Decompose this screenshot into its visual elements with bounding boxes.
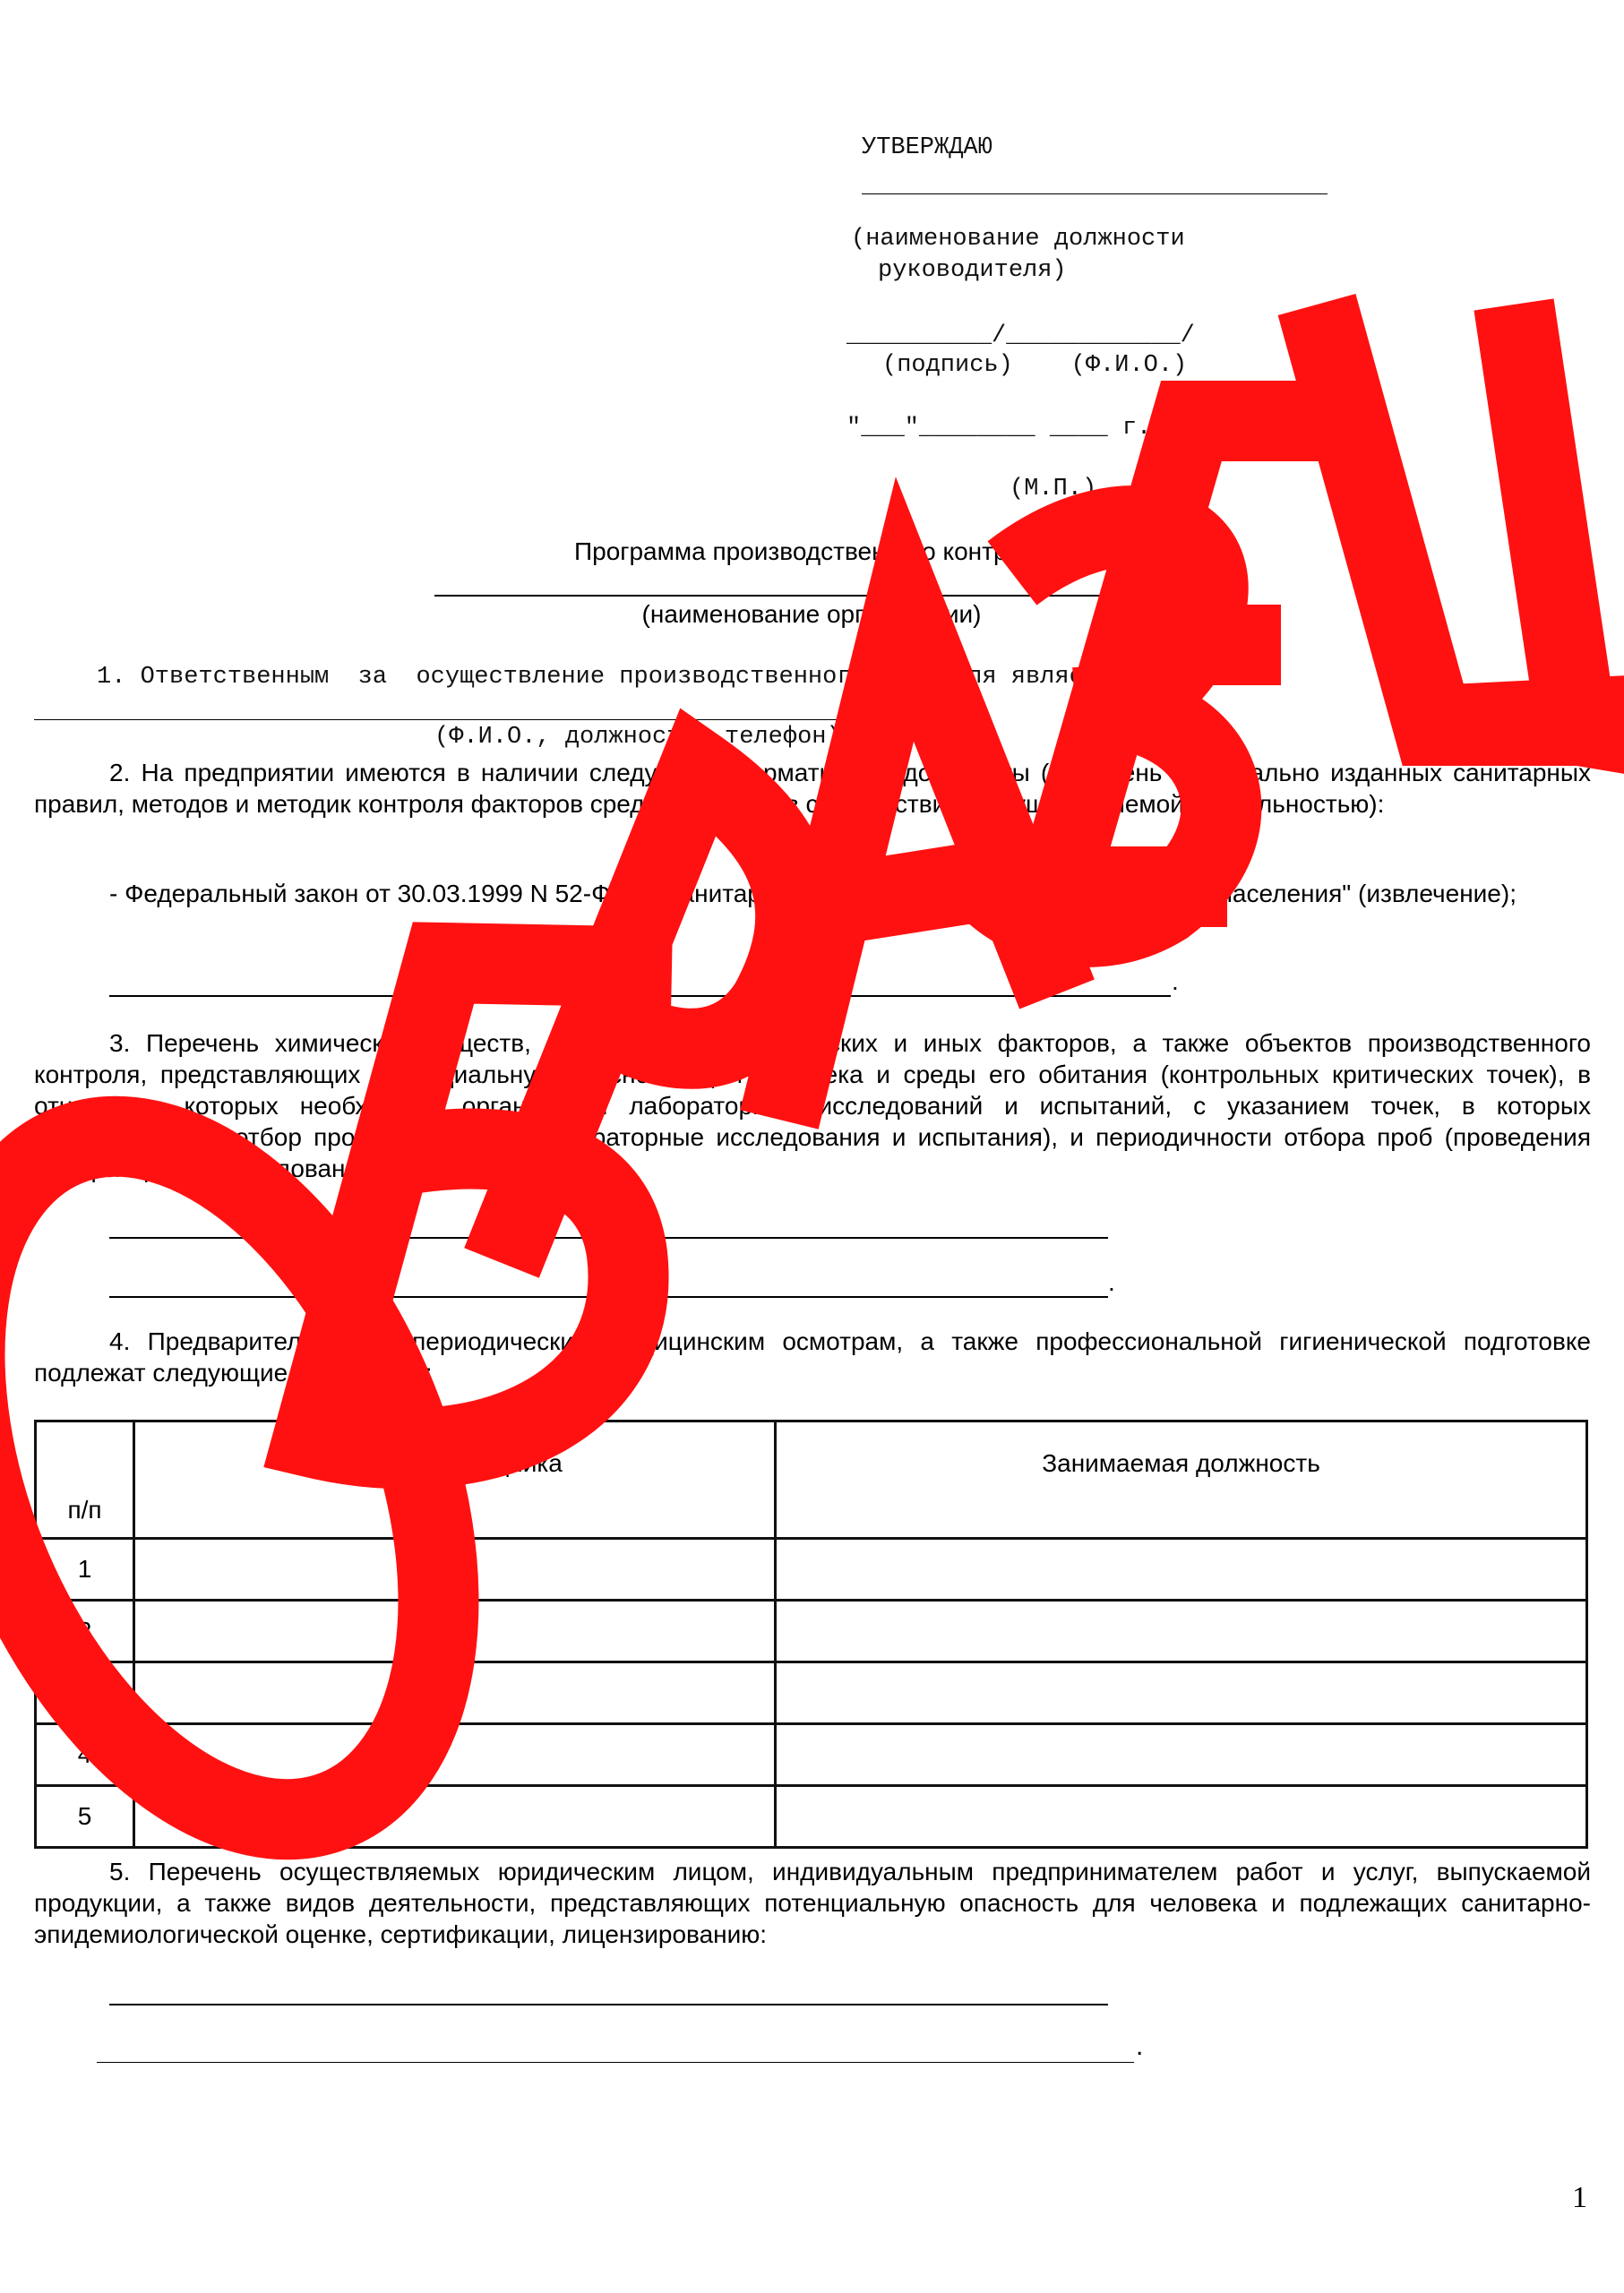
cell-position[interactable] [776, 1786, 1587, 1848]
approval-signature-line: __________/____________/ [846, 322, 1195, 349]
header-number: п/п [36, 1421, 134, 1539]
watermark-letter-z [967, 526, 1221, 927]
cell-name[interactable] [134, 1786, 776, 1848]
header-name: Ф.И.О. сотрудника [134, 1421, 776, 1539]
cell-name[interactable] [134, 1724, 776, 1786]
table-row [36, 1724, 1587, 1786]
item5-fill-line-1 [109, 2004, 1108, 2005]
item2-paragraph [34, 757, 1591, 820]
item5-end: . [1136, 2031, 1144, 2061]
row-number: 5 [36, 1786, 134, 1848]
cell-position[interactable] [776, 1539, 1587, 1601]
row-number: 3 [36, 1662, 134, 1724]
row-number: 4 [36, 1724, 134, 1786]
cell-position[interactable] [776, 1724, 1587, 1786]
document-title: Программа производственного контроля [574, 537, 1049, 565]
item1-hint: (Ф.И.О., должность, телефон) [434, 724, 841, 751]
approval-signature-hint: (подпись) (Ф.И.О.) [882, 352, 1188, 379]
item2-law: - Федеральный закон от 30.03.1999 N 52-ФЗ "О санитарно-эпидемиологическом благополучии населения" (извлечение); [109, 880, 1517, 907]
header-position: Занимаемая должность [776, 1421, 1587, 1539]
page-number: 1 [1572, 2181, 1587, 2214]
approval-position-line [862, 193, 1328, 194]
item4-text: 4. Предварительным и периодическим медицинским осмотрам, а также профессиональной гигиенической подготовке подлежат следующие сотрудники: [34, 1327, 1591, 1387]
approval-heading: УТВЕРЖДАЮ [862, 134, 992, 161]
approval-position-hint: (наименование должности [851, 226, 1185, 253]
row-number: 1 [36, 1539, 134, 1601]
approval-position-hint-2: руководителя) [878, 257, 1067, 284]
item2-end: . [1172, 967, 1179, 995]
item1-text: 1. Ответственным за осуществление производственного контроля является [97, 664, 1128, 691]
cell-name[interactable] [134, 1539, 776, 1601]
table-header-row [36, 1421, 1587, 1539]
organization-name-line [434, 595, 1193, 597]
cell-name[interactable] [134, 1601, 776, 1662]
approval-date-line: "___"________ ____ г. [846, 415, 1152, 442]
item5-fill-line-2 [97, 2062, 1134, 2063]
item2-fill-line [109, 995, 1171, 997]
table-row [36, 1601, 1587, 1662]
cell-position[interactable] [776, 1662, 1587, 1724]
cell-name[interactable] [134, 1662, 776, 1724]
item2-text: 2. На предприятии имеются в наличии следующие нормативные документы (Перечень официально изданных санитарных правил, методов и методик контроля факторов среды обитания в соответствии с осуществляемой деятельностью): [34, 759, 1591, 818]
watermark-letter-r [502, 770, 795, 1263]
item1-end: . [948, 699, 963, 726]
table-row [36, 1539, 1587, 1601]
staff-table [34, 1420, 1588, 1849]
item5-paragraph [34, 1856, 1591, 1950]
item1-fill-line [34, 719, 948, 720]
organization-name-hint: (наименование организации) [641, 600, 982, 628]
item3-fill-line-1 [109, 1237, 1108, 1239]
item3-fill-line-2 [109, 1296, 1108, 1298]
row-number: 2 [36, 1601, 134, 1662]
cell-position[interactable] [776, 1601, 1587, 1662]
item3-paragraph [34, 1027, 1591, 1184]
approval-seal: (М.П.) [1010, 476, 1097, 502]
item3-end: . [1108, 1268, 1115, 1296]
item3-text: 3. Перечень химических веществ, биологических, физических и иных факторов, а также объектов производственного контроля, представляющих потенциальную опасность для человека и среды его обитания (контрольных критических точек), в отношении которых необходима организация лабораторных исследований и испытаний, с указанием точек, в которых осуществляется отбор проб (проводятся лабораторные исследования и испытания), и периодичности отбора проб (проведения лабораторных исследований и испытаний): [34, 1029, 1591, 1182]
item4-paragraph [34, 1326, 1591, 1388]
table-row [36, 1786, 1587, 1848]
item5-text: 5. Перечень осуществляемых юридическим лицом, индивидуальным предпринимателем работ и услуг, выпускаемой продукции, а также видов деятельности, представляющих потенциальную опасность для человека и подлежащих санитарно-эпидемиологической оценке, сертификации, лицензированию: [34, 1858, 1591, 1948]
table-row [36, 1662, 1587, 1724]
watermark-letter-ts [1317, 305, 1612, 770]
item2-law-paragraph [34, 878, 1591, 909]
